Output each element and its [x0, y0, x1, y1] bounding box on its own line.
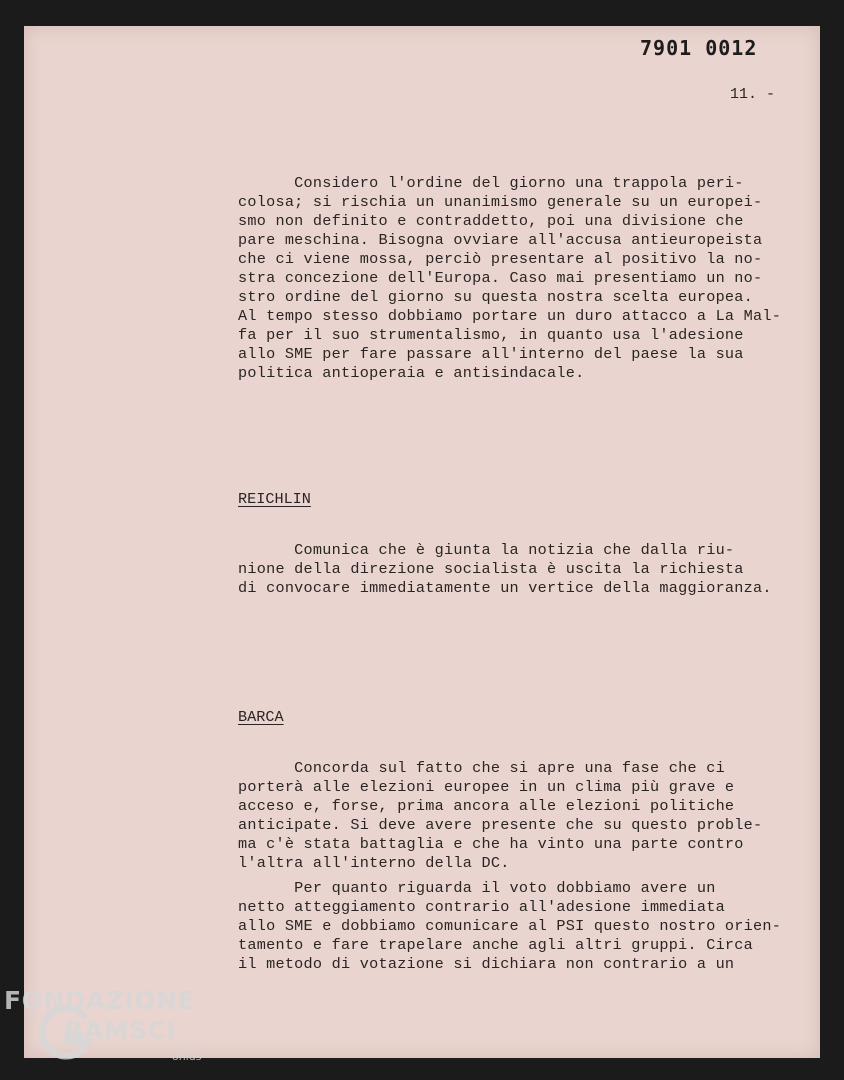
text-line: fa per il suo strumentalismo, in quanto usa l'adesione: [238, 326, 744, 344]
text-line: che ci viene mossa, perciò presentare al positivo la no-: [238, 250, 763, 268]
text-line: di convocare immediatamente un vertice della maggioranza.: [238, 579, 772, 597]
text-line: Considero l'ordine del giorno una trappola peri-: [238, 174, 744, 192]
text-line: smo non definito e contraddetto, poi una divisione che: [238, 212, 744, 230]
text-line: Comunica che è giunta la notizia che dalla riu-: [238, 541, 735, 559]
text-line: netto atteggiamento contrario all'adesione immediata: [238, 898, 725, 916]
logo-line-1: FONDAZIONE: [4, 986, 196, 1015]
text-line: l'altra all'interno della DC.: [238, 854, 510, 872]
text-line: stra concezione dell'Europa. Caso mai presentiamo un no-: [238, 269, 763, 287]
text-line: Per quanto riguarda il voto dobbiamo avere un: [238, 879, 716, 897]
logo-line-2: RAMSCI: [64, 1016, 177, 1045]
speaker-name-reichlin: REICHLIN: [238, 490, 311, 508]
paragraph-reichlin: [238, 541, 772, 631]
text-line: allo SME e dobbiamo comunicare al PSI questo nostro orien-: [238, 917, 782, 935]
page-number: 11. -: [730, 86, 776, 103]
text-line: tamento e fare trapelare anche agli altri gruppi. Circa: [238, 936, 754, 954]
text-line: colosa; si rischia un unanimismo generale su un europei-: [238, 193, 763, 211]
text-line: ma c'è stata battaglia e che ha vinto una parte contro: [238, 835, 744, 853]
paragraph-intro: [238, 174, 782, 408]
text-line: il metodo di votazione si dichiara non contrario a un: [238, 955, 735, 973]
text-line: stro ordine del giorno su questa nostra scelta europea.: [238, 288, 754, 306]
speaker-name-barca: BARCA: [238, 708, 284, 726]
text-line: Concorda sul fatto che si apre una fase che ci: [238, 759, 725, 777]
paragraph-barca: [238, 759, 782, 993]
text-line: Al tempo stesso dobbiamo portare un duro attacco a La Mal-: [238, 307, 782, 325]
document-page: [24, 26, 820, 1058]
text-line: porterà alle elezioni europee in un clima più grave e: [238, 778, 735, 796]
text-line: politica antioperaia e antisindacale.: [238, 364, 585, 382]
text-line: acceso e, forse, prima ancora alle elezioni politiche: [238, 797, 735, 815]
text-line: pare meschina. Bisogna ovviare all'accusa antieuropeista: [238, 231, 763, 249]
text-line: nione della direzione socialista è uscita la richiesta: [238, 560, 744, 578]
archive-number: 7901 0012: [640, 36, 758, 60]
text-line: allo SME per fare passare all'interno del paese la sua: [238, 345, 744, 363]
logo-line-3: onlus: [172, 1050, 202, 1063]
text-line: anticipate. Si deve avere presente che su questo proble-: [238, 816, 763, 834]
